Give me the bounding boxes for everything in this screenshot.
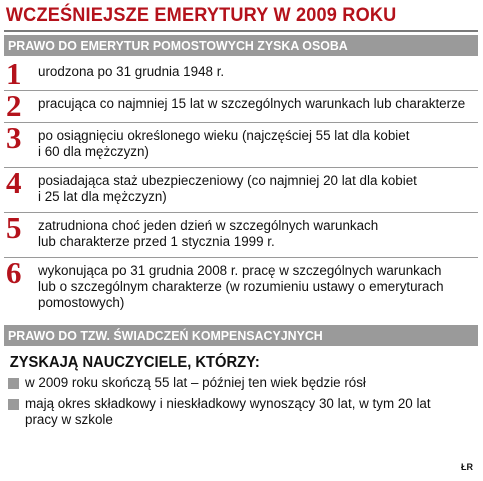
square-bullet-icon	[8, 378, 19, 389]
bullet-line: pracy w szkole	[25, 412, 113, 427]
list-item	[8, 396, 478, 428]
bullet-line: w 2009 roku skończą 55 lat – później ten wiek będzie rósł	[25, 375, 366, 390]
item-text	[30, 123, 409, 160]
list-item	[4, 56, 478, 91]
section2-header	[4, 325, 478, 346]
item-text	[30, 168, 417, 205]
source-credit: ŁR	[461, 462, 473, 472]
list-item	[4, 88, 478, 123]
item-line: i 60 dla mężczyzn)	[38, 144, 149, 159]
eligibility-list	[4, 56, 478, 319]
bullet-text	[25, 396, 431, 428]
section2-header-text: PRAWO DO TZW. ŚWIADCZEŃ KOMPENSACYJNYCH	[8, 328, 323, 343]
list-item	[4, 255, 478, 319]
teacher-conditions-list	[4, 375, 478, 428]
section1-header	[4, 35, 478, 56]
item-text	[30, 213, 378, 250]
item-line: lub charakterze przed 1 stycznia 1999 r.	[38, 234, 275, 249]
item-line: lub o szczególnym charakterze (w rozumieniu ustawy o emeryturach	[38, 279, 444, 294]
square-bullet-icon	[8, 399, 19, 410]
item-line: wykonująca po 31 grudnia 2008 r. pracę w szczególnych warunkach	[38, 263, 442, 278]
item-text	[30, 59, 224, 80]
item-number: 1	[6, 56, 22, 91]
page-title: WCZEŚNIEJSZE EMERYTURY W 2009 ROKU	[5, 4, 397, 26]
item-line: pracująca co najmniej 15 lat w szczególnych warunkach lub charakterze	[38, 96, 466, 111]
title-divider	[4, 30, 478, 32]
section2-subtitle: ZYSKAJĄ NAUCZYCIELE, KTÓRZY:	[9, 354, 260, 371]
item-number: 4	[6, 165, 22, 200]
bullet-line: mają okres składkowy i nieskładkowy wynoszący 30 lat, w tym 20 lat	[25, 396, 431, 411]
item-line: urodzona po 31 grudnia 1948 r.	[38, 64, 225, 79]
item-number: 5	[6, 210, 22, 245]
item-line: zatrudniona choć jeden dzień w szczególnych warunkach	[38, 218, 379, 233]
bullet-text	[25, 375, 366, 391]
list-item	[4, 165, 478, 213]
item-line: pomostowych)	[38, 295, 125, 310]
list-item	[4, 120, 478, 168]
item-number: 6	[6, 255, 22, 290]
item-text	[30, 258, 444, 311]
item-line: po osiągnięciu określonego wieku (najczęściej 55 lat dla kobiet	[38, 128, 410, 143]
item-line: posiadająca staż ubezpieczeniowy (co najmniej 20 lat dla kobiet	[38, 173, 417, 188]
item-number: 2	[6, 88, 22, 123]
item-number: 3	[6, 120, 22, 155]
infographic	[4, 4, 478, 433]
item-text	[30, 91, 465, 112]
list-item	[8, 375, 478, 391]
list-item	[4, 210, 478, 258]
section1-header-text: PRAWO DO EMERYTUR POMOSTOWYCH ZYSKA OSOBA	[8, 38, 348, 53]
item-line: i 25 lat dla mężczyzn)	[38, 189, 167, 204]
